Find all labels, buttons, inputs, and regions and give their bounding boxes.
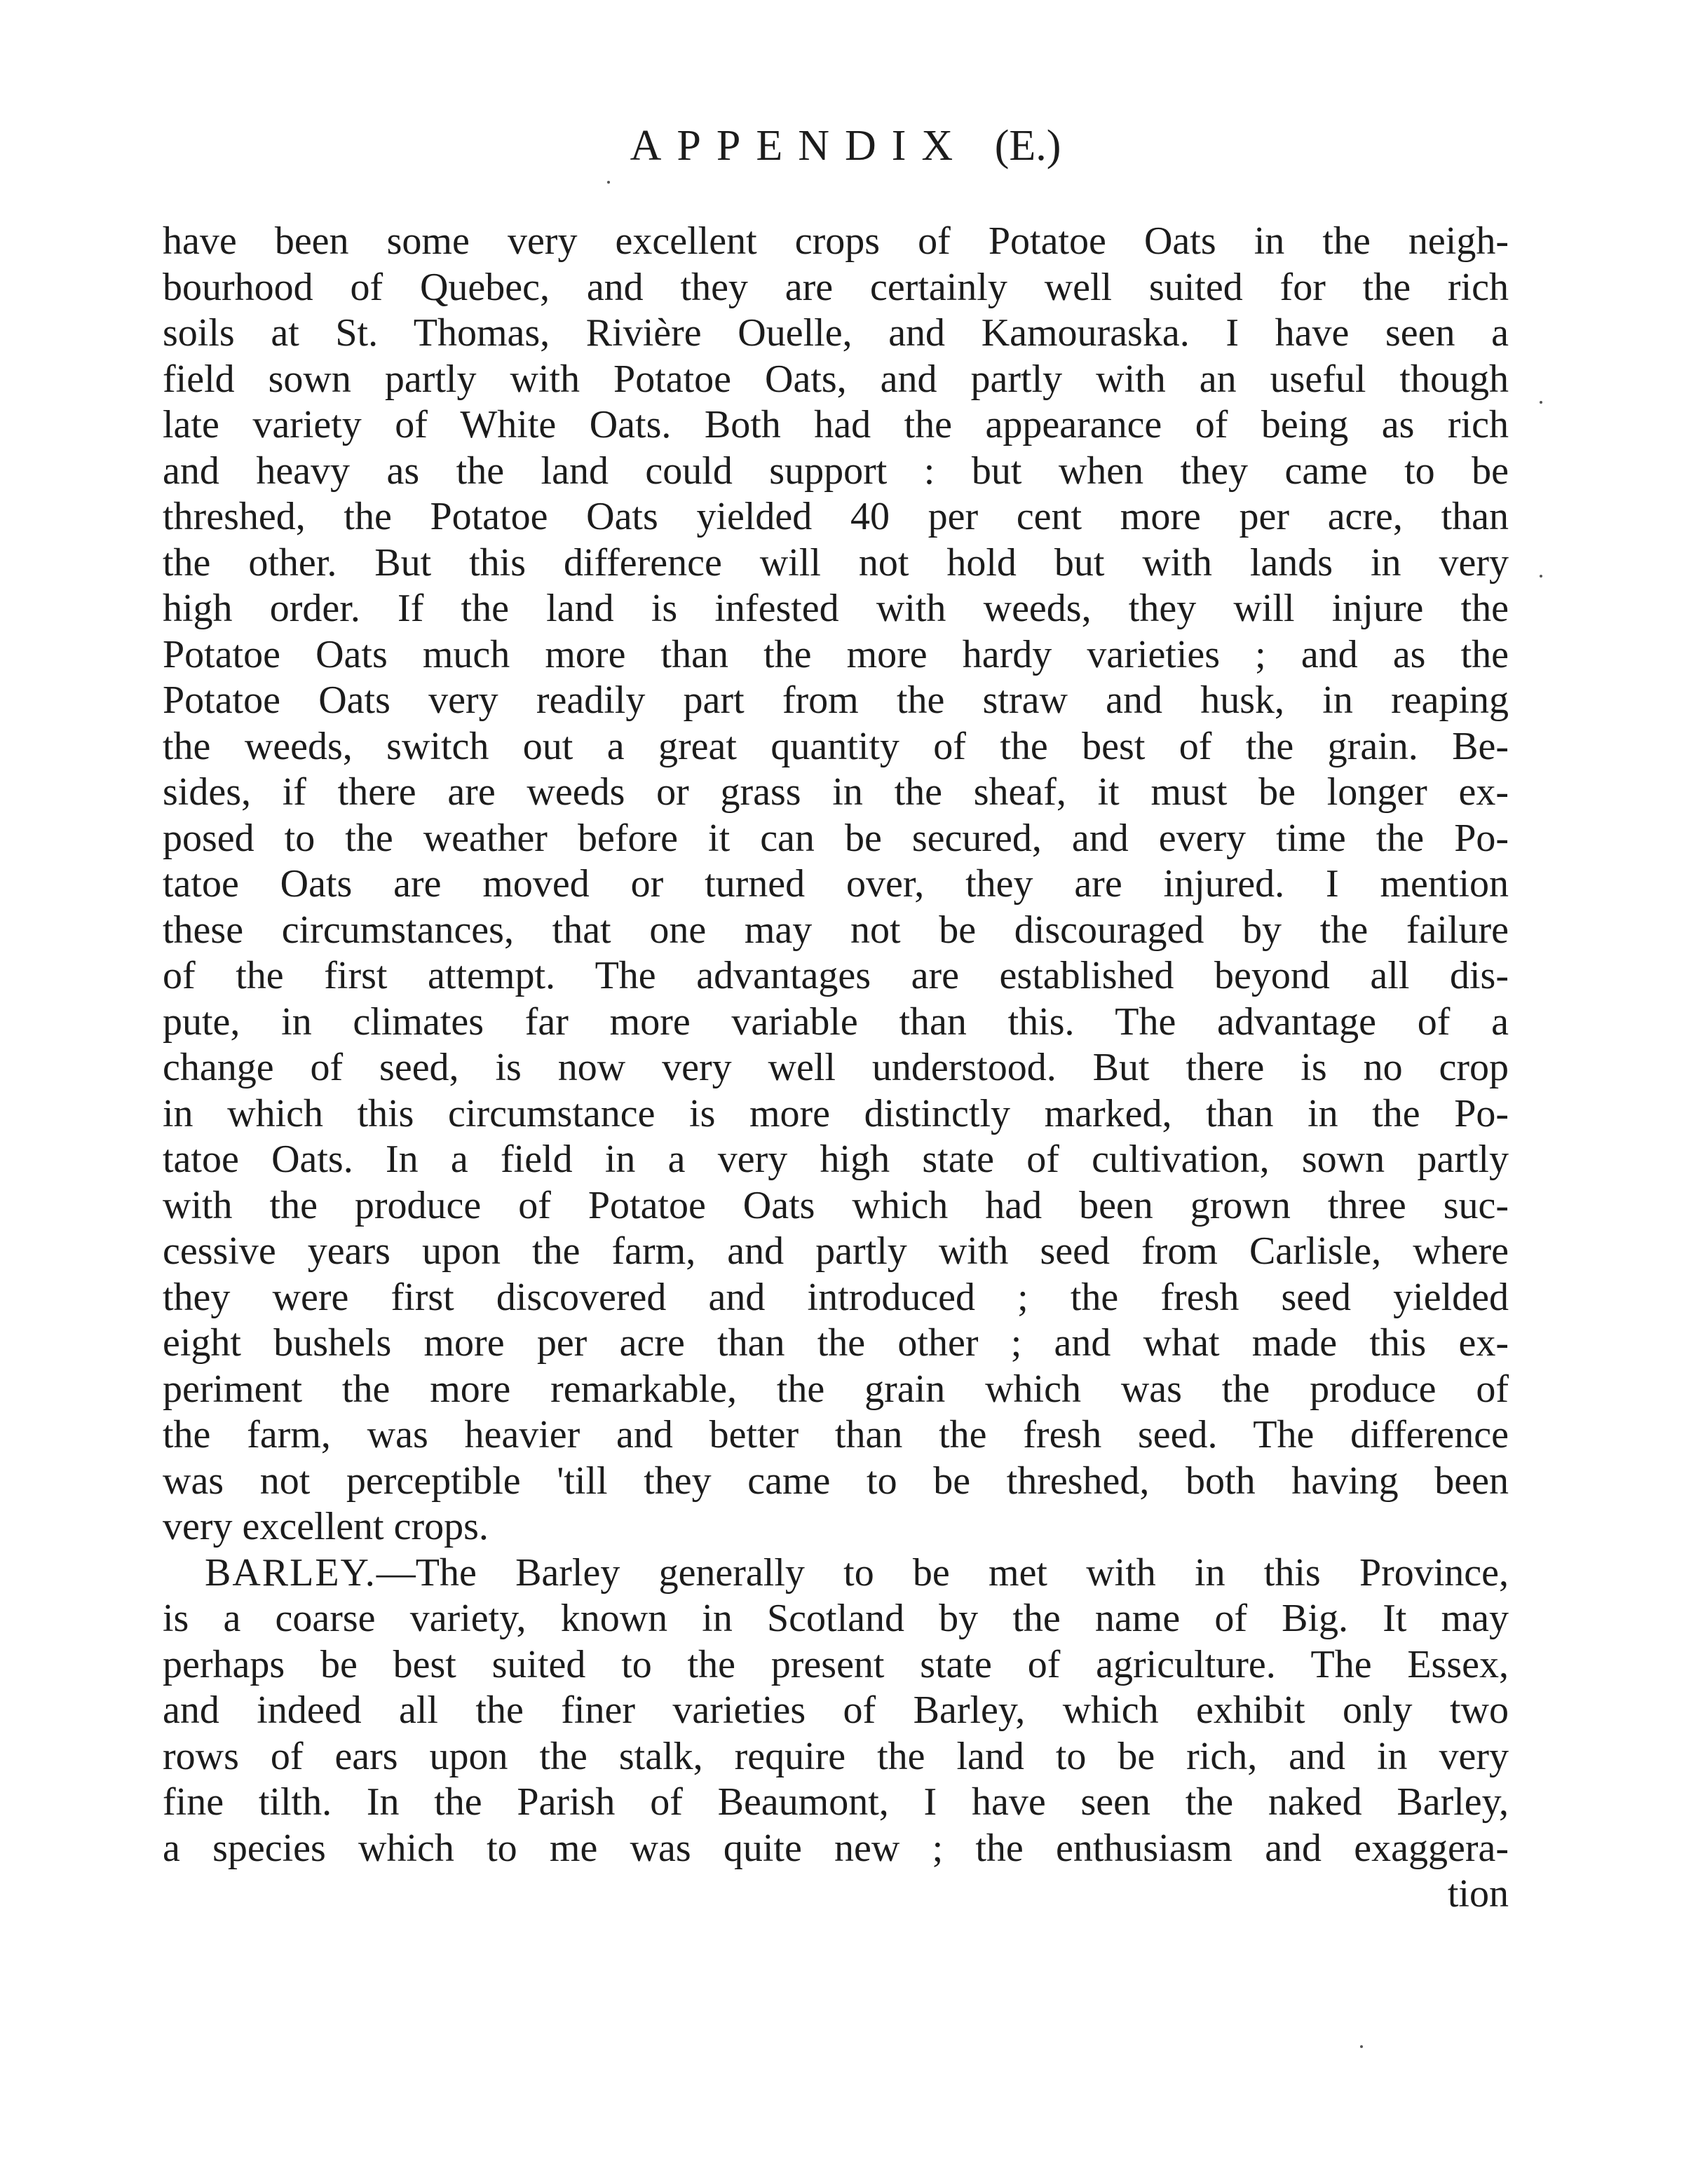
text-line: sides, if there are weeds or grass in the sheaf, it must be longer ex- xyxy=(163,770,1509,814)
text-line: of the first attempt. The advantages are established beyond all dis- xyxy=(163,954,1509,997)
text-line: they were first discovered and introduced ; the fresh seed yielded xyxy=(163,1275,1509,1319)
text-line: in which this circumstance is more distinctly marked, than in the Po- xyxy=(163,1091,1509,1135)
barley-paragraph-first-line xyxy=(163,1550,1509,1597)
text-line: the other. But this difference will not hold but with lands in very xyxy=(163,540,1509,585)
text-line: was not perceptible 'till they came to be threshed, both having been xyxy=(163,1459,1509,1503)
print-speck xyxy=(607,181,610,184)
text-line: late variety of White Oats. Both had the appearance of being as rich xyxy=(163,403,1509,446)
text-line: is a coarse variety, known in Scotland by the name of Big. It may xyxy=(163,1597,1509,1640)
text-line: the weeds, switch out a great quantity of the best of the grain. Be- xyxy=(163,724,1509,768)
print-speck xyxy=(1360,2045,1363,2048)
text-line: pute, in climates far more variable than this. The advantage of a xyxy=(163,999,1509,1044)
text-line: change of seed, is now very well understood. But there is no crop xyxy=(163,1046,1509,1089)
text-line: fine tilth. In the Parish of Beaumont, I have seen the naked Barley, xyxy=(163,1780,1509,1824)
text-line: eight bushels more per acre than the other ; and what made this ex- xyxy=(163,1321,1509,1365)
text-line: have been some very excellent crops of Potatoe Oats in the neigh- xyxy=(163,219,1509,263)
text-line: with the produce of Potatoe Oats which had been grown three suc- xyxy=(163,1183,1509,1227)
text-line: soils at St. Thomas, Rivière Ouelle, and Kamouraska. I have seen a xyxy=(163,311,1509,355)
print-speck xyxy=(1540,575,1542,578)
text-line: —The Barley generally to be met with in this Province, xyxy=(376,1550,1509,1595)
text-line: rows of ears upon the stalk, require the land to be rich, and in very xyxy=(163,1734,1509,1778)
text-line: perhaps be best suited to the present state of agriculture. The Essex, xyxy=(163,1642,1509,1686)
body-text xyxy=(163,219,1509,1918)
text-line: a species which to me was quite new ; the enthusiasm and exaggera- xyxy=(163,1826,1509,1870)
text-line: Potatoe Oats much more than the more hardy varieties ; and as the xyxy=(163,632,1509,676)
text-line: posed to the weather before it can be secured, and every time the Po- xyxy=(163,816,1509,860)
header-title: APPENDIX xyxy=(630,122,969,170)
catchword: tion xyxy=(1447,1872,1509,1916)
text-line: the farm, was heavier and better than the fresh seed. The difference xyxy=(163,1413,1509,1456)
running-header xyxy=(0,118,1691,174)
text-line: threshed, the Potatoe Oats yielded 40 per cent more per acre, than xyxy=(163,495,1509,538)
text-line: and heavy as the land could support : but when they came to be xyxy=(163,449,1509,493)
text-line: these circumstances, that one may not be discouraged by the failure xyxy=(163,908,1509,952)
text-line: periment the more remarkable, the grain which was the produce of xyxy=(163,1367,1509,1411)
print-speck xyxy=(1540,401,1542,404)
barley-heading: BARLEY. xyxy=(205,1550,376,1595)
text-line: high order. If the land is infested with weeds, they will injure the xyxy=(163,587,1509,630)
text-line: tatoe Oats are moved or turned over, they are injured. I mention xyxy=(163,862,1509,906)
text-line: Potatoe Oats very readily part from the straw and husk, in reaping xyxy=(163,678,1509,722)
text-line: tatoe Oats. In a field in a very high state of cultivation, sown partly xyxy=(163,1138,1509,1181)
text-line: bourhood of Quebec, and they are certainly well suited for the rich xyxy=(163,265,1509,309)
text-line: cessive years upon the farm, and partly with seed from Carlisle, where xyxy=(163,1229,1509,1273)
text-line: very excellent crops. xyxy=(163,1505,489,1548)
header-appendix-letter: (E.) xyxy=(994,122,1061,170)
text-line: and indeed all the finer varieties of Barley, which exhibit only two xyxy=(163,1688,1509,1732)
text-line: field sown partly with Potatoe Oats, and partly with an useful though xyxy=(163,357,1509,401)
